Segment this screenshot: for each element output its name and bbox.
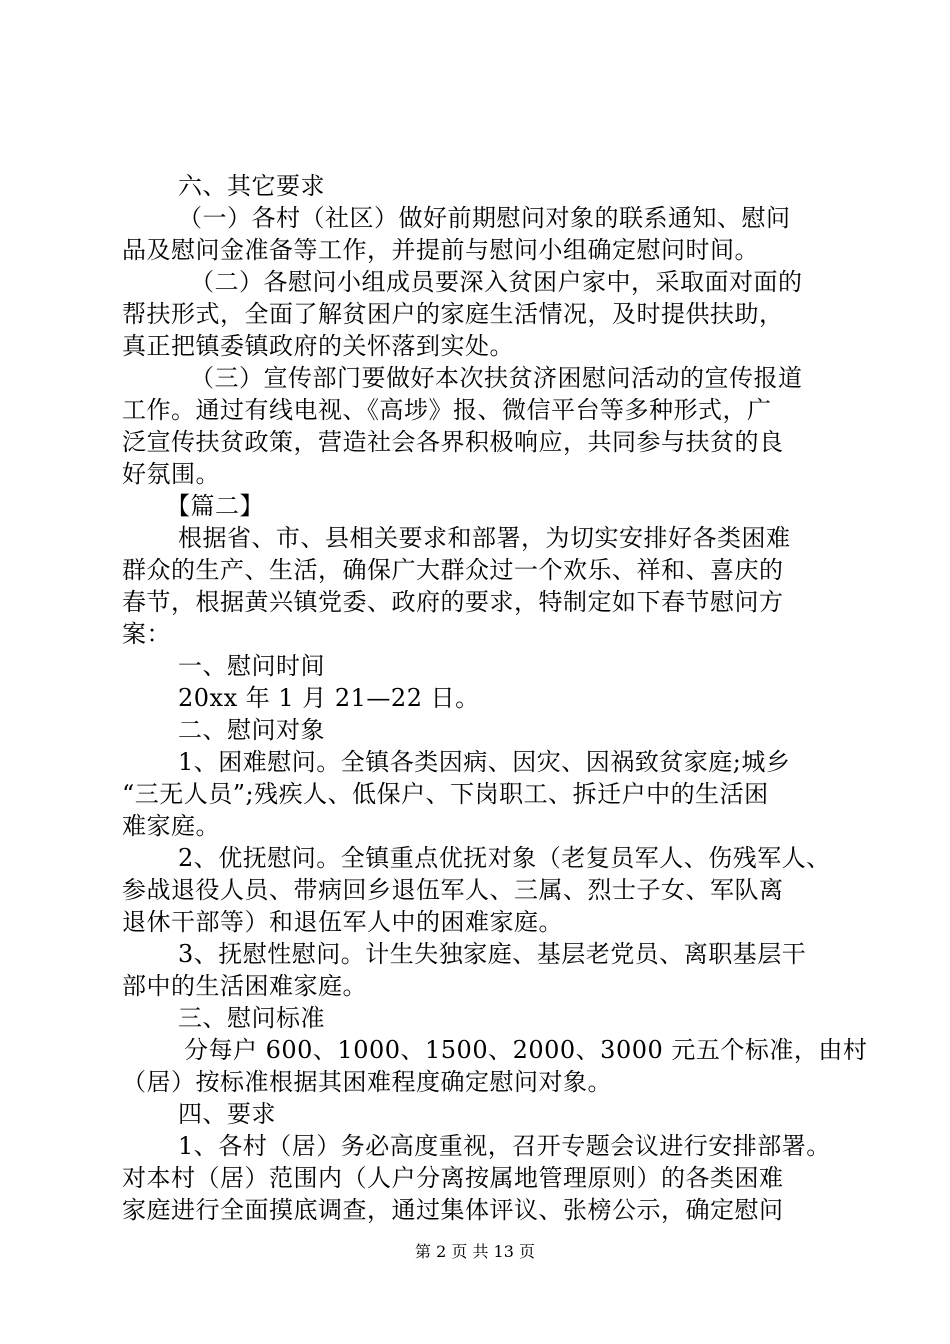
text-line: 四、要求 xyxy=(178,1100,276,1128)
text-line: 1、各村（居）务必高度重视，召开专题会议进行安排部署。 xyxy=(178,1132,831,1160)
text-line: （二）各慰问小组成员要深入贫困户家中，采取面对面的 xyxy=(190,268,803,296)
text-line: 1、困难慰问。全镇各类因病、因灾、因祸致贫家庭;城乡 xyxy=(178,748,791,776)
text-line: 难家庭。 xyxy=(122,812,220,840)
text-line: 泛宣传扶贫政策，营造社会各界积极响应，共同参与扶贫的良 xyxy=(122,428,784,456)
page-footer: 第 2 页 共 13 页 xyxy=(415,1242,535,1261)
text-line: 工作。通过有线电视、《高埗》报、微信平台等多种形式，广 xyxy=(122,396,772,424)
text-line: 对本村（居）范围内（人户分离按属地管理原则）的各类困难 xyxy=(122,1164,784,1192)
text-line: 帮扶形式，全面了解贫困户的家庭生活情况，及时提供扶助， xyxy=(122,300,784,328)
text-line: 真正把镇委镇政府的关怀落到实处。 xyxy=(122,332,514,360)
text-line: 参战退役人员、带病回乡退伍军人、三属、烈士子女、军队离 xyxy=(122,876,784,904)
text-line: 【篇二】 xyxy=(166,492,264,520)
text-line: 2、优抚慰问。全镇重点优抚对象（老复员军人、伤残军人、 xyxy=(178,844,831,872)
text-line: （居）按标准根据其困难程度确定慰问对象。 xyxy=(122,1068,612,1096)
text-line: 春节，根据黄兴镇党委、政府的要求，特制定如下春节慰问方 xyxy=(122,588,784,616)
text-line: 3、抚慰性慰问。计生失独家庭、基层老党员、离职基层干 xyxy=(178,940,807,968)
text-line: 分每户 600、1000、1500、2000、3000 元五个标准，由村 xyxy=(184,1036,868,1064)
text-line: 品及慰问金准备等工作，并提前与慰问小组确定慰问时间。 xyxy=(122,236,759,264)
text-line: 案： xyxy=(122,620,171,648)
text-line: 一、慰问时间 xyxy=(178,652,325,680)
text-line: 三、慰问标准 xyxy=(178,1004,325,1032)
text-line: 二、慰问对象 xyxy=(178,716,325,744)
text-line: （一）各村（社区）做好前期慰问对象的联系通知、慰问 xyxy=(178,204,791,232)
text-line: 退休干部等）和退伍军人中的困难家庭。 xyxy=(122,908,563,936)
text-line: 好氛围。 xyxy=(122,460,220,488)
text-line: （三）宣传部门要做好本次扶贫济困慰问活动的宣传报道 xyxy=(190,364,803,392)
text-line: 20xx 年 1 月 21—22 日。 xyxy=(178,684,480,712)
text-line: 家庭进行全面摸底调查，通过集体评议、张榜公示，确定慰问 xyxy=(122,1196,784,1224)
text-line: 根据省、市、县相关要求和部署，为切实安排好各类困难 xyxy=(178,524,791,552)
text-line: “三无人员”;残疾人、低保户、下岗职工、拆迁户中的生活困 xyxy=(122,780,769,808)
document-body xyxy=(122,170,868,1226)
text-line: 部中的生活困难家庭。 xyxy=(122,972,367,1000)
text-line: 群众的生产、生活，确保广大群众过一个欢乐、祥和、喜庆的 xyxy=(122,556,784,584)
text-line: 六、其它要求 xyxy=(178,172,325,200)
